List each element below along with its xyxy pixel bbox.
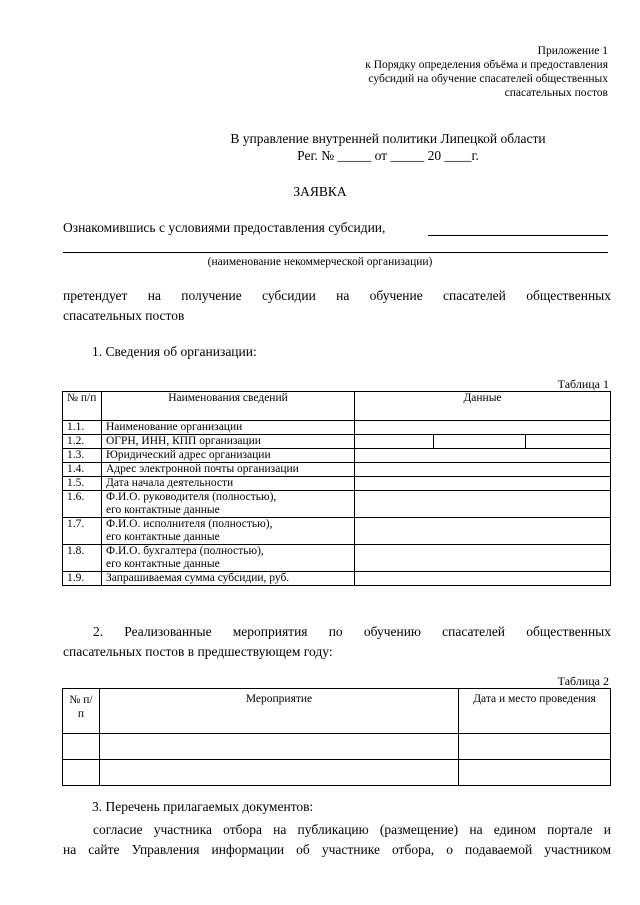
claim-paragraph xyxy=(63,286,611,326)
row-num: 1.6. xyxy=(63,491,102,518)
section-1-heading: 1. Сведения об организации: xyxy=(92,344,257,359)
header-data: Данные xyxy=(355,392,611,421)
claim-line: претендует на получение субсидии на обучение спасателей общественных xyxy=(63,288,611,303)
table-1-caption: Таблица 1 xyxy=(557,377,609,391)
row-name: Юридический адрес организации xyxy=(102,449,355,463)
header-event: Мероприятие xyxy=(100,689,459,734)
consent-line: согласие участника отбора на публикацию (размещение) на едином портале и xyxy=(93,822,611,837)
row-num: 1.3. xyxy=(63,449,102,463)
org-name-caption: (наименование некоммерческой организации) xyxy=(207,256,433,268)
row-num: 1.7. xyxy=(63,518,102,545)
kpp-cell[interactable] xyxy=(526,435,611,449)
document-title: ЗАЯВКА xyxy=(293,184,347,199)
org-name-fill-line xyxy=(428,235,608,236)
row-num: 1.8. xyxy=(63,545,102,572)
row-num: 1.5. xyxy=(63,477,102,491)
header-num: № п/п xyxy=(63,689,100,734)
row-name: Адрес электронной почты организации xyxy=(102,463,355,477)
row-data-cell[interactable] xyxy=(355,545,611,572)
row-name xyxy=(102,491,355,518)
section-2-paragraph xyxy=(63,622,611,662)
table-row xyxy=(63,449,611,463)
row-name: Наименование организации xyxy=(102,421,355,435)
row-data-cell[interactable] xyxy=(355,449,611,463)
claim-line: спасательных постов xyxy=(63,308,185,323)
header-date: Дата и место проведения xyxy=(459,689,611,734)
appendix-line: Приложение 1 xyxy=(537,45,608,57)
table-row xyxy=(63,421,611,435)
row-num: 1.2. xyxy=(63,435,102,449)
consent-paragraph xyxy=(63,820,611,860)
intro-text: Ознакомившись с условиями предоставления субсидии, xyxy=(63,220,386,235)
row-date-cell[interactable] xyxy=(459,760,611,786)
table-row xyxy=(63,491,611,518)
row-name xyxy=(102,545,355,572)
consent-line: на сайте Управления информации об участнике отбора, о подаваемой участником xyxy=(63,842,611,857)
row-event-cell[interactable] xyxy=(100,734,459,760)
row-num: 1.9. xyxy=(63,572,102,586)
addressee-block xyxy=(178,130,598,164)
table-row xyxy=(63,572,611,586)
table-1 xyxy=(62,391,611,586)
row-data-cell[interactable] xyxy=(355,463,611,477)
row-data-cell[interactable] xyxy=(355,477,611,491)
appendix-line: субсидий на обучение спасателей общественных xyxy=(368,73,608,85)
section-3-heading: 3. Перечень прилагаемых документов: xyxy=(92,799,314,814)
section-2-line: спасательных постов в предшествующем году: xyxy=(63,644,333,659)
header-name: Наименования сведений xyxy=(102,392,355,421)
row-name-line: Ф.И.О. исполнителя (полностью), xyxy=(106,518,273,530)
appendix-block xyxy=(288,44,608,100)
table-header-row xyxy=(63,689,611,734)
table-2-caption: Таблица 2 xyxy=(557,674,609,688)
table-2 xyxy=(62,688,611,786)
row-data-cell[interactable] xyxy=(355,421,611,435)
row-num-cell[interactable] xyxy=(63,760,100,786)
table-row xyxy=(63,477,611,491)
table-row xyxy=(63,435,611,449)
table-row xyxy=(63,760,611,786)
table-row xyxy=(63,734,611,760)
appendix-line: спасательных постов xyxy=(504,87,608,99)
row-num: 1.1. xyxy=(63,421,102,435)
table-header-row xyxy=(63,392,611,421)
row-name xyxy=(102,518,355,545)
section-2-line: 2. Реализованные мероприятия по обучению спасателей общественных xyxy=(93,624,611,639)
addressee-line: В управление внутренней политики Липецкой области xyxy=(230,131,546,146)
row-num-cell[interactable] xyxy=(63,734,100,760)
org-name-fill-line-2 xyxy=(63,252,608,253)
row-name: ОГРН, ИНН, КПП организации xyxy=(102,435,355,449)
row-name: Запрашиваемая сумма субсидии, руб. xyxy=(102,572,355,586)
row-name-line: Ф.И.О. руководителя (полностью), xyxy=(106,491,277,503)
table-row xyxy=(63,518,611,545)
row-data-cell[interactable] xyxy=(355,572,611,586)
row-name-line: Ф.И.О. бухгалтера (полностью), xyxy=(106,545,264,557)
header-num: № п/п xyxy=(63,392,102,421)
table-row xyxy=(63,545,611,572)
registration-line: Рег. № _____ от _____ 20 ____г. xyxy=(297,148,479,163)
table-row xyxy=(63,463,611,477)
row-event-cell[interactable] xyxy=(100,760,459,786)
row-num: 1.4. xyxy=(63,463,102,477)
row-name-line: его контактные данные xyxy=(106,504,220,516)
row-name: Дата начала деятельности xyxy=(102,477,355,491)
ogrn-cell[interactable] xyxy=(355,435,434,449)
row-name-line: его контактные данные xyxy=(106,531,220,543)
appendix-line: к Порядку определения объёма и предоставления xyxy=(365,59,608,71)
inn-cell[interactable] xyxy=(434,435,526,449)
row-name-line: его контактные данные xyxy=(106,558,220,570)
row-date-cell[interactable] xyxy=(459,734,611,760)
row-data-cell[interactable] xyxy=(355,491,611,518)
row-data-cell[interactable] xyxy=(355,518,611,545)
